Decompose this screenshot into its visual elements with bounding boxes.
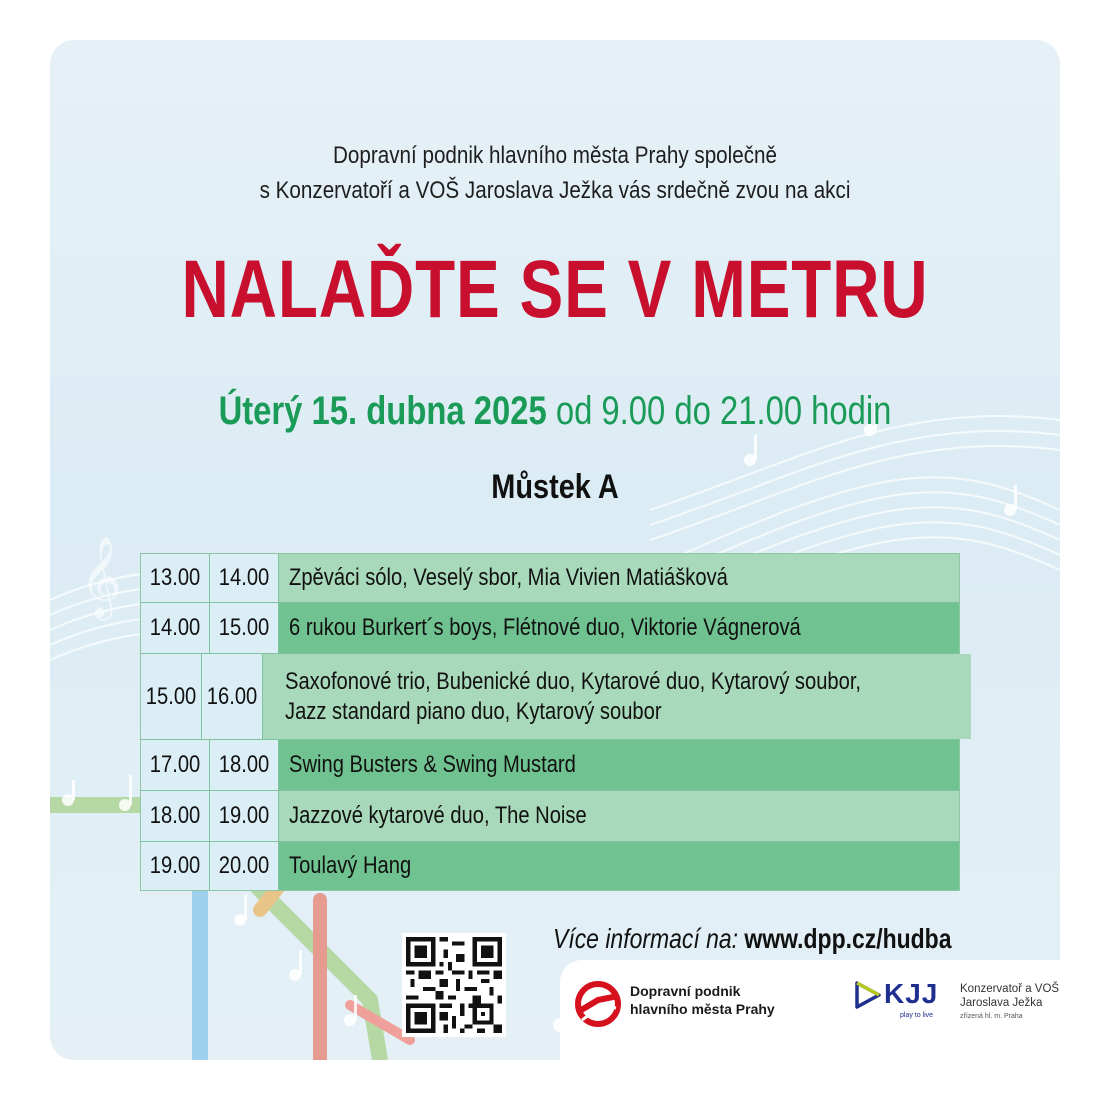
more-info-label: Více informací na: [553,923,745,954]
end-time: 19.00 [210,791,279,841]
qr-code[interactable] [402,933,506,1037]
more-info [553,923,951,955]
invitation-text [121,138,990,208]
event-day-date: Úterý 15. dubna 2025 [218,389,547,433]
kjj-mark: KJJ [884,978,939,1009]
kjj-play-icon [852,980,882,1010]
event-title: NALAĎTE SE V METRU [181,244,929,335]
performers: 6 rukou Burkert´s boys, Flétnové duo, Viktorie Vágnerová [279,603,959,653]
schedule-row [141,653,959,739]
start-time: 13.00 [141,554,210,602]
end-time: 15.00 [210,603,279,653]
schedule-row [141,602,959,653]
logo-bar [560,960,1060,1060]
invitation-line-2: s Konzervatoří a VOŠ Jaroslava Ježka vás srdečně zvou na akci [259,177,851,204]
event-hours: od 9.00 do 21.00 hodin [546,389,892,433]
kjj-tagline: play to live [900,1012,934,1019]
start-time: 15.00 [141,654,202,739]
invitation-line-1: Dopravní podnik hlavního města Prahy společně [332,142,778,169]
station-name: Můstek A [491,468,619,506]
svg-text:𝄞: 𝄞 [80,535,122,617]
start-time: 14.00 [141,603,210,653]
kjj-logo-text: Konzervatoř a VOŠ Jaroslava Ježka zřízená hl. m. Praha [960,983,1060,1020]
end-time: 16.00 [202,654,263,739]
start-time: 17.00 [141,740,210,790]
performers: Toulavý Hang [279,842,959,890]
more-info-link[interactable]: www.dpp.cz/hudba [744,923,952,954]
performers: Zpěváci sólo, Veselý sbor, Mia Vivien Matiášková [279,554,959,602]
start-time: 19.00 [141,842,210,890]
performers: Swing Busters & Swing Mustard [279,740,959,790]
start-time: 18.00 [141,791,210,841]
schedule-row [141,790,959,841]
schedule-row [141,554,959,602]
end-time: 20.00 [210,842,279,890]
schedule-row [141,739,959,790]
dpp-logo-text: Dopravní podnik hlavního města Prahy [630,983,775,1017]
performers: Saxofonové trio, Bubenické duo, Kytarové duo, Kytarový soubor, Jazz standard piano duo, Kytarový soubor [263,654,971,739]
poster-card [50,40,1060,1060]
event-date [141,385,969,437]
end-time: 14.00 [210,554,279,602]
performers: Jazzové kytarové duo, The Noise [279,791,959,841]
end-time: 18.00 [210,740,279,790]
dpp-logo-icon [572,978,624,1030]
schedule-row [141,841,959,890]
schedule-table [140,553,960,891]
